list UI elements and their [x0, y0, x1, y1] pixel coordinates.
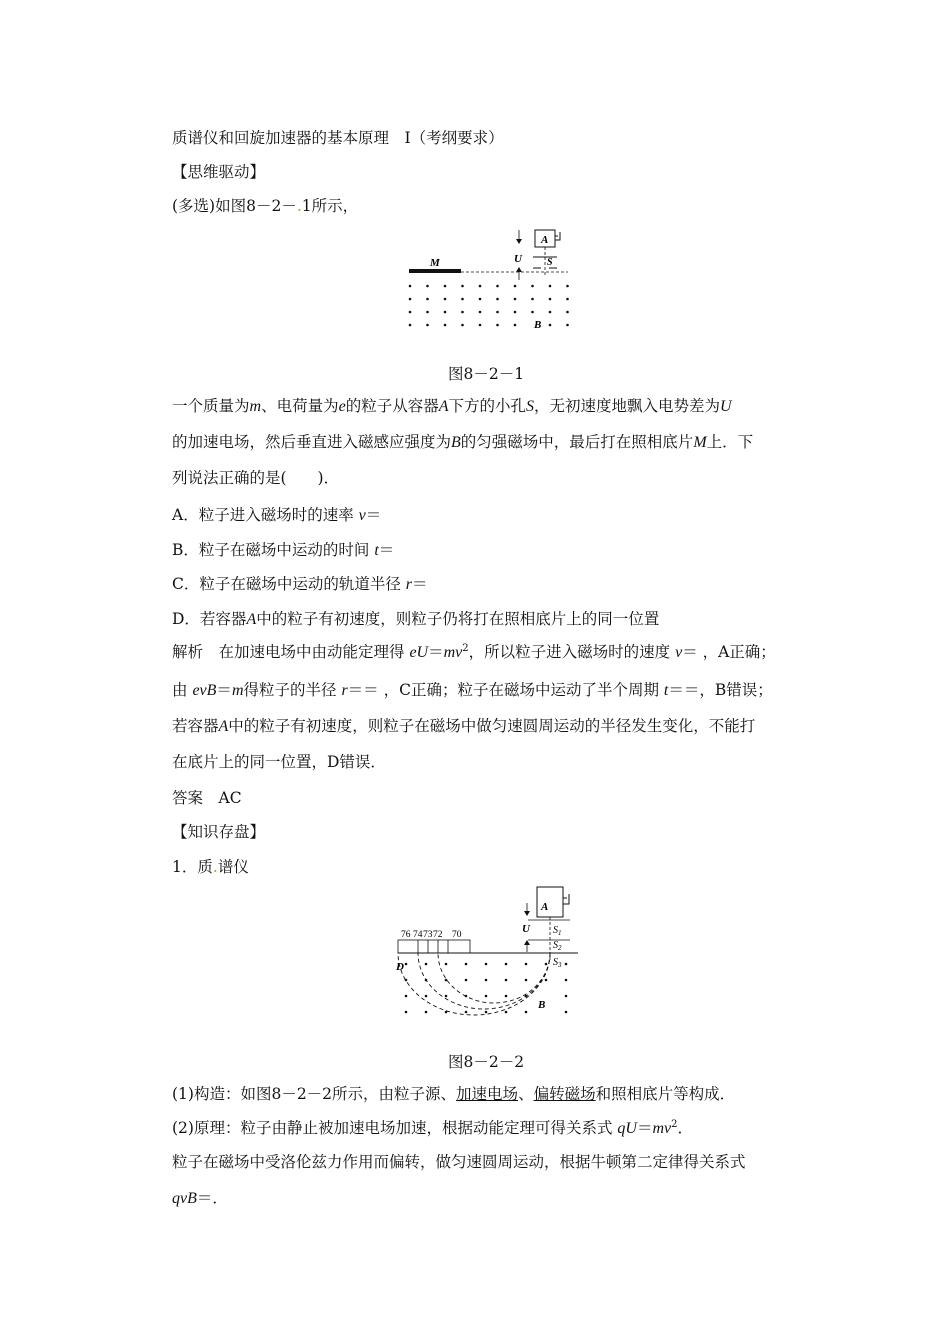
field-dot [444, 324, 447, 327]
label-s3: $S_3$ [553, 957, 562, 969]
field-dot [405, 963, 408, 966]
field-dot [514, 298, 517, 301]
construction-line: (1)构造：如图8－2－2所示，由粒子源、加速电场、偏转磁场和照相底片等构成． [172, 1085, 736, 1103]
subheading-mass-spectrometer: 1．质.谱仪 [172, 858, 249, 876]
field-dot [566, 311, 569, 314]
label-m: M [430, 257, 440, 269]
option-d: D．若容器A中的粒子有初速度，则粒子仍将打在照相底片上的同一位置 [172, 610, 660, 628]
field-dot [425, 979, 428, 982]
field-dot [425, 995, 428, 998]
field-dot [505, 963, 508, 966]
problem-line-3: 列说法正确的是( )． [172, 469, 340, 487]
field-dot [479, 311, 482, 314]
field-dot [445, 1011, 448, 1014]
field-dot [465, 979, 468, 982]
question-intro: (多选)如图8－2－.1所示， [172, 197, 359, 215]
option-b: B．粒子在磁场中运动的时间 t＝ [172, 541, 395, 559]
field-dot [496, 311, 499, 314]
field-dot [444, 311, 447, 314]
field-dot [525, 1011, 528, 1014]
field-dot [445, 995, 448, 998]
field-dot [479, 298, 482, 301]
field-dot [549, 298, 552, 301]
field-dot [445, 979, 448, 982]
field-dot [525, 995, 528, 998]
field-dot [545, 979, 548, 982]
label-s1: $S_1$ [553, 925, 562, 937]
solution-line-3: 若容器A中的粒子有初速度，则粒子在磁场中做匀速圆周运动的半径发生变化，不能打 [172, 717, 756, 735]
label-s: S [547, 257, 553, 268]
field-dot [461, 285, 464, 288]
field-dot [465, 963, 468, 966]
heading-knowledge: 【知识存盘】 [172, 823, 266, 841]
field-dot [461, 298, 464, 301]
field-dot [461, 324, 464, 327]
field-dot [485, 963, 488, 966]
field-dot [565, 979, 568, 982]
scale-labels [401, 930, 462, 940]
field-dot [409, 298, 412, 301]
field-dot [426, 324, 429, 327]
field-dot [409, 285, 412, 288]
field-dot [496, 285, 499, 288]
field-dot [461, 311, 464, 314]
label-s2: $S_2$ [553, 940, 562, 952]
field-dot [531, 285, 534, 288]
section-title: 质谱仪和回旋加速器的基本原理 Ⅰ（考纲要求） [172, 129, 504, 147]
label-a2: A [541, 901, 549, 913]
field-dot [565, 995, 568, 998]
label-b: B [534, 319, 542, 331]
figure-8-2-1 [400, 226, 580, 338]
field-dot [479, 285, 482, 288]
field-dot [496, 298, 499, 301]
scale-72: 72 [433, 930, 443, 940]
label-d: D [396, 961, 404, 973]
field-dot [445, 963, 448, 966]
field-dot [549, 285, 552, 288]
lorentz-line: 粒子在磁场中受洛伦兹力作用而偏转，做匀速圆周运动，根据牛顿第二定律得关系式 [172, 1153, 746, 1171]
field-dot [405, 995, 408, 998]
solution-line-4: 在底片上的同一位置，D错误． [172, 753, 386, 771]
field-dot [425, 1011, 428, 1014]
field-dot [505, 979, 508, 982]
field-dot [525, 979, 528, 982]
scale-74: 74 [413, 930, 423, 940]
formula-line: qvB＝． [172, 1189, 228, 1207]
field-dot [565, 963, 568, 966]
problem-line-2: 的加速电场，然后垂直进入磁感应强度为B的匀强磁场中，最后打在照相底片M上．下 [172, 433, 754, 451]
option-a: A．粒子进入磁场时的速率 v＝ [172, 506, 382, 524]
field-dot [426, 311, 429, 314]
figure-caption-1: 图8－2－1 [448, 365, 525, 383]
field-dot [545, 963, 548, 966]
field-dot [531, 298, 534, 301]
solution-line-1: 解析 在加速电场中由动能定理得 $eU=mv^2$，所以粒子进入磁场时的速度 v＝ ，A正确； [172, 642, 776, 661]
solution-line-2: 由 evB＝m得粒子的半径 r＝＝ ，C正确；粒子在磁场中运动了半个周期 t＝＝，B错误； [172, 681, 773, 699]
answer: 答案 AC [172, 789, 242, 807]
field-dot [496, 324, 499, 327]
scale-73: 73 [423, 930, 433, 940]
field-dot [565, 1011, 568, 1014]
field-dot [549, 311, 552, 314]
label-b2: B [538, 999, 546, 1011]
field-dot [479, 324, 482, 327]
scale-76: 76 [401, 930, 411, 940]
magnetic-field-dots [409, 285, 569, 327]
field-dot [409, 324, 412, 327]
label-u2: U [522, 923, 530, 935]
label-a: A [541, 234, 549, 246]
figure-8-2-2 [392, 884, 592, 1030]
field-dot [405, 979, 408, 982]
field-dot [566, 324, 569, 327]
field-dot [531, 311, 534, 314]
field-dot [409, 311, 412, 314]
field-dot [505, 1011, 508, 1014]
figure-caption-2: 图8－2－2 [448, 1053, 525, 1071]
field-dot [566, 285, 569, 288]
field-dot [514, 285, 517, 288]
field-dot [566, 298, 569, 301]
film-plate-m [409, 269, 461, 273]
field-dot [505, 995, 508, 998]
label-u: U [514, 253, 522, 265]
field-dot [426, 285, 429, 288]
particle-trajectories [398, 953, 550, 1015]
principle-line: (2)原理：粒子由静止被加速电场加速，根据动能定理可得关系式 $qU=mv^2$． [172, 1118, 694, 1137]
field-dot [485, 995, 488, 998]
field-dot [444, 298, 447, 301]
field-dot [549, 324, 552, 327]
field-dot [485, 1011, 488, 1014]
field-dot [426, 298, 429, 301]
field-dot [405, 1011, 408, 1014]
heading-thinking: 【思维驱动】 [172, 163, 266, 181]
field-dot [465, 995, 468, 998]
field-dot [485, 979, 488, 982]
field-dot [514, 324, 517, 327]
field-dot [525, 963, 528, 966]
problem-line-1: 一个质量为m、电荷量为e的粒子从容器A下方的小孔S，无初速度地飘入电势差为U [172, 397, 732, 415]
field-dot [514, 311, 517, 314]
option-c: C．粒子在磁场中运动的轨道半径 r＝ [172, 575, 428, 593]
field-dot [444, 285, 447, 288]
scale-70: 70 [452, 930, 462, 940]
field-dot [425, 963, 428, 966]
field-dot [465, 1011, 468, 1014]
